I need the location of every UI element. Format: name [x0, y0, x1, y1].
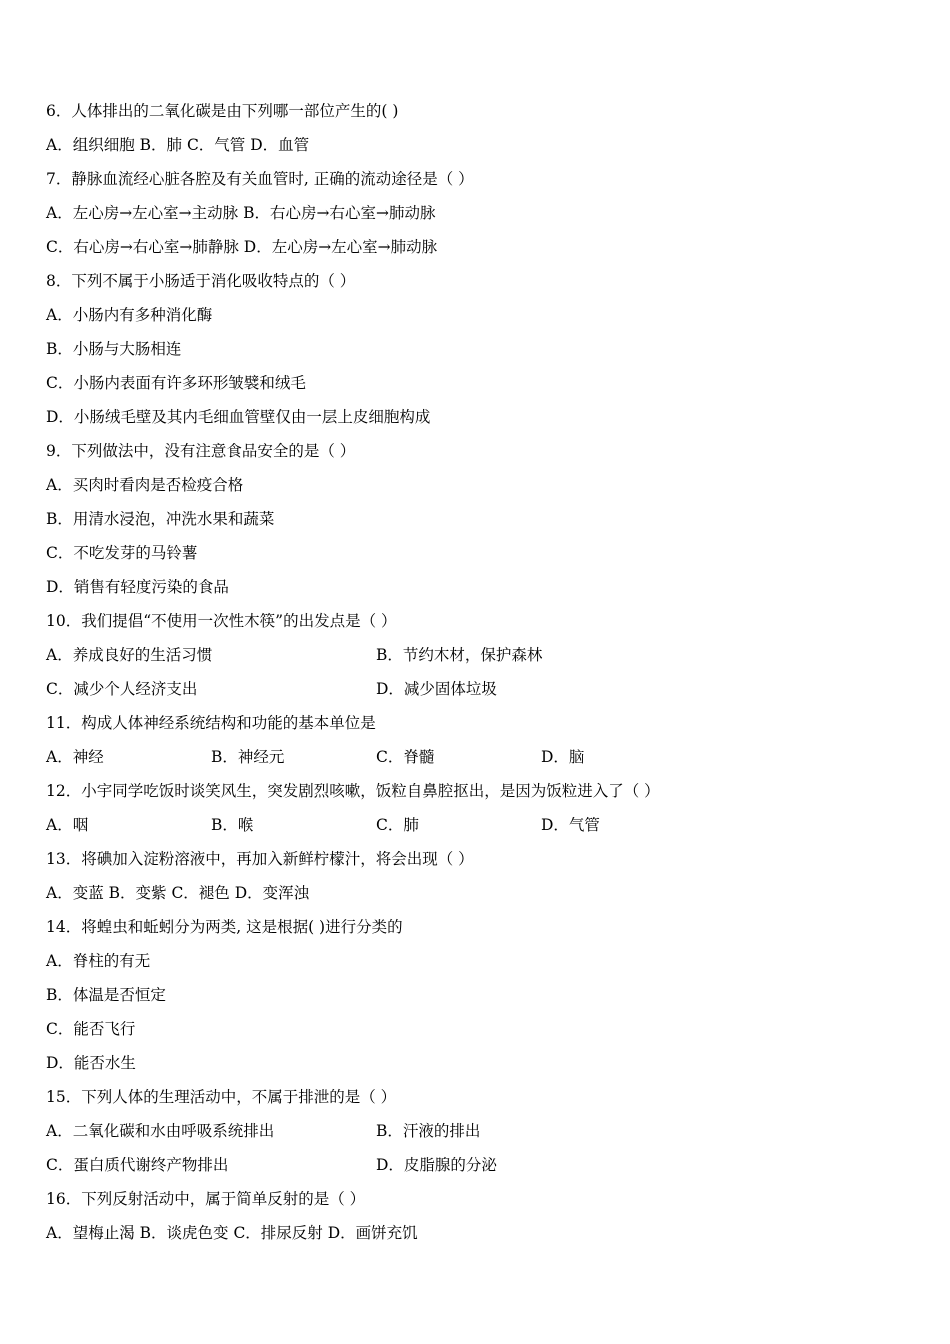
question-7-options-ab: A．左心房→左心室→主动脉 B．右心房→右心室→肺动脉: [46, 204, 436, 222]
question-11-option-a: A．神经: [46, 748, 104, 766]
question-11-stem: 11．构成人体神经系统结构和功能的基本单位是: [46, 714, 376, 732]
question-12-option-c: C．肺: [376, 816, 419, 834]
question-11-option-c: C．脊髓: [376, 748, 435, 766]
question-11-option-b: B．神经元: [211, 748, 285, 766]
question-15-option-d: D．皮脂腺的分泌: [376, 1156, 497, 1174]
question-10-option-c: C．减少个人经济支出: [46, 680, 198, 698]
question-12-option-b: B．喉: [211, 816, 254, 834]
question-8-option-b: B．小肠与大肠相连: [46, 340, 182, 358]
question-14-option-b: B．体温是否恒定: [46, 986, 166, 1004]
question-9-option-a: A．买肉时看肉是否检疫合格: [46, 476, 244, 494]
question-7-stem: 7．静脉血流经心脏各腔及有关血管时, 正确的流动途径是（ ）: [46, 170, 474, 188]
question-9-option-c: C．不吃发芽的马铃薯: [46, 544, 198, 562]
question-13-options: A．变蓝 B．变紫 C．褪色 D．变浑浊: [46, 884, 310, 902]
question-15-option-b: B．汗液的排出: [376, 1122, 481, 1140]
question-10-option-a: A．养成良好的生活习惯: [46, 646, 213, 664]
question-9-option-d: D．销售有轻度污染的食品: [46, 578, 229, 596]
question-8-option-d: D．小肠绒毛壁及其内毛细血管壁仅由一层上皮细胞构成: [46, 408, 431, 426]
question-15-stem: 15．下列人体的生理活动中，不属于排泄的是（ ）: [46, 1088, 397, 1106]
question-8-option-c: C．小肠内表面有许多环形皱襞和绒毛: [46, 374, 306, 392]
question-7-options-cd: C．右心房→右心室→肺静脉 D．左心房→左心室→肺动脉: [46, 238, 438, 256]
question-14-option-c: C．能否飞行: [46, 1020, 136, 1038]
question-10-stem: 10．我们提倡“不使用一次性木筷”的出发点是（ ）: [46, 612, 397, 630]
question-8-option-a: A．小肠内有多种消化酶: [46, 306, 213, 324]
question-9-stem: 9．下列做法中，没有注意食品安全的是（ ）: [46, 442, 356, 460]
question-11-option-d: D．脑: [541, 748, 585, 766]
question-14-option-d: D．能否水生: [46, 1054, 136, 1072]
question-14-stem: 14．将蝗虫和蚯蚓分为两类, 这是根据( )进行分类的: [46, 918, 403, 936]
question-15-option-a: A．二氧化碳和水由呼吸系统排出: [46, 1122, 275, 1140]
question-12-stem: 12．小宇同学吃饭时谈笑风生，突发剧烈咳嗽，饭粒自鼻腔抠出，是因为饭粒进入了（ ）: [46, 782, 660, 800]
question-16-stem: 16．下列反射活动中，属于简单反射的是（ ）: [46, 1190, 366, 1208]
question-13-stem: 13．将碘加入淀粉溶液中，再加入新鲜柠檬汁，将会出现（ ）: [46, 850, 474, 868]
question-10-option-b: B．节约木材，保护森林: [376, 646, 543, 664]
question-10-option-d: D．减少固体垃圾: [376, 680, 497, 698]
question-6-options: A．组织细胞 B．肺 C．气管 D．血管: [46, 136, 310, 154]
question-8-stem: 8．下列不属于小肠适于消化吸收特点的（ ）: [46, 272, 356, 290]
question-16-options: A．望梅止渴 B．谈虎色变 C．排尿反射 D．画饼充饥: [46, 1224, 418, 1242]
question-15-option-c: C．蛋白质代谢终产物排出: [46, 1156, 229, 1174]
question-6-stem: 6．人体排出的二氧化碳是由下列哪一部位产生的( ): [46, 102, 399, 120]
question-14-option-a: A．脊柱的有无: [46, 952, 151, 970]
question-12-option-a: A．咽: [46, 816, 89, 834]
question-12-option-d: D．气管: [541, 816, 600, 834]
question-9-option-b: B．用清水浸泡，冲洗水果和蔬菜: [46, 510, 275, 528]
